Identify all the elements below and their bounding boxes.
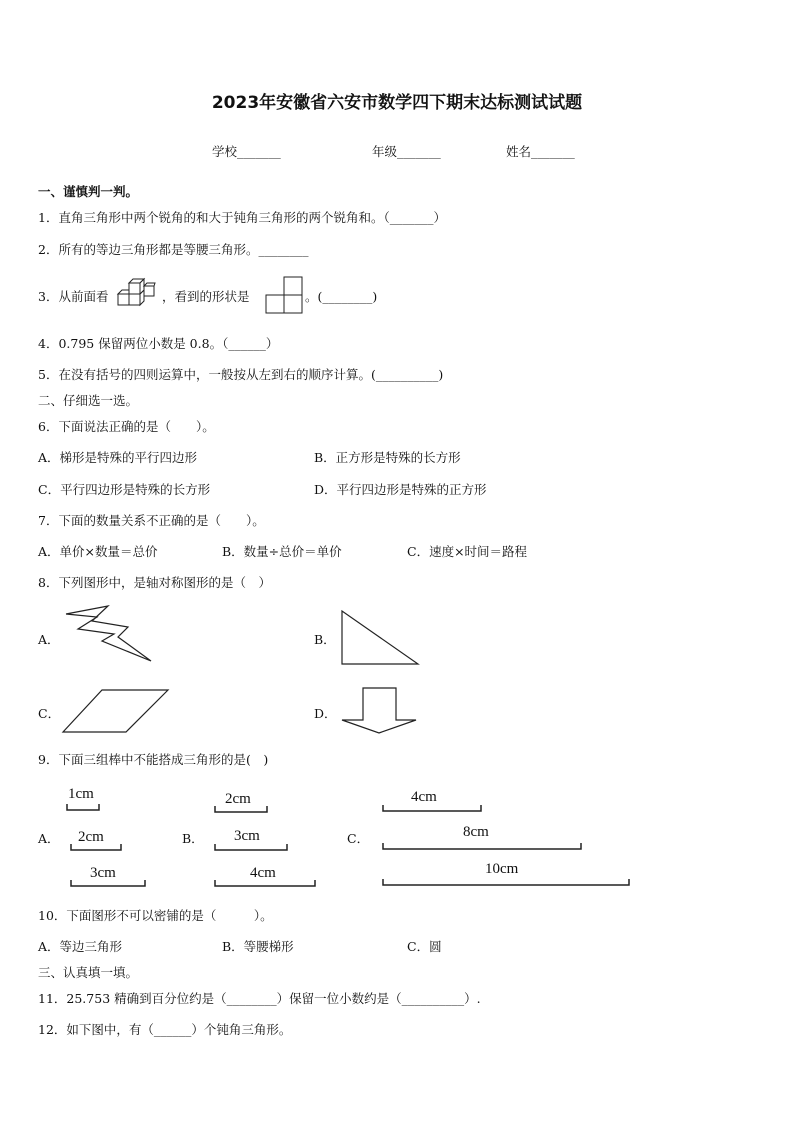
question-1: 1．直角三角形中两个锐角的和大于钝角三角形的两个锐角和。（_______）	[38, 210, 446, 225]
page-title: 2023年安徽省六安市数学四下期末达标测试试题	[211, 93, 583, 113]
right-triangle-figure[interactable]	[338, 608, 422, 668]
q10-option-c[interactable]: C．圆	[407, 939, 442, 954]
stick-b3-label: 4cm	[250, 865, 276, 881]
q10-option-b[interactable]: B．等腰梯形	[222, 939, 294, 954]
down-arrow-figure[interactable]	[338, 686, 420, 736]
stick-a1-label: 1cm	[68, 786, 94, 802]
stick-c3-label: 10cm	[485, 861, 519, 877]
q7-option-c[interactable]: C．速度×时间＝路程	[407, 544, 528, 559]
stick-b3	[214, 880, 316, 888]
question-4: 4．0.795 保留两位小数是 0.8。（______）	[38, 336, 279, 351]
q10-option-a[interactable]: A．等边三角形	[38, 939, 123, 954]
stick-b1	[214, 806, 268, 814]
question-3-part1: 3．从前面看	[38, 289, 109, 304]
q9-option-c-label[interactable]: C．	[347, 831, 370, 846]
question-6: 6．下面说法正确的是（ ）。	[38, 419, 215, 434]
stick-a1	[66, 804, 100, 812]
question-7: 7．下面的数量关系不正确的是（ ）。	[38, 513, 265, 528]
question-2: 2．所有的等边三角形都是等腰三角形。________	[38, 242, 309, 257]
question-12: 12．如下图中，有（______）个钝角三角形。	[38, 1022, 292, 1037]
q6-option-b[interactable]: B．正方形是特殊的长方形	[314, 450, 461, 465]
question-5: 5．在没有括号的四则运算中，一般按从左到右的顺序计算。(__________)	[38, 367, 444, 382]
stick-a3	[70, 880, 146, 888]
question-8: 8．下列图形中，是轴对称图形的是（ ）	[38, 575, 271, 590]
question-11: 11．25.753 精确到百分位约是（________）保留一位小数约是（__________）.	[38, 991, 481, 1006]
lightning-bolt-figure[interactable]	[62, 605, 157, 663]
stick-c3	[382, 879, 630, 887]
question-3-part3: 。(________)	[305, 289, 378, 304]
q7-option-a[interactable]: A．单价×数量＝总价	[38, 544, 158, 559]
stick-c2	[382, 843, 582, 851]
q6-option-c[interactable]: C．平行四边形是特殊的长方形	[38, 482, 211, 497]
q6-option-d[interactable]: D．平行四边形是特殊的正方形	[314, 482, 487, 497]
stick-b2	[214, 844, 288, 852]
stick-b1-label: 2cm	[225, 791, 251, 807]
stick-c1-label: 4cm	[411, 789, 437, 805]
stick-a3-label: 3cm	[90, 865, 116, 881]
q8-option-c-label[interactable]: C．	[38, 706, 61, 721]
stick-c1	[382, 805, 482, 813]
grade-field[interactable]: 年级_______	[372, 144, 441, 159]
section-heading-1: 一、谨慎判一判。	[38, 184, 139, 199]
q6-option-a[interactable]: A．梯形是特殊的平行四边形	[38, 450, 198, 465]
stick-a2	[70, 844, 122, 852]
section-heading-3: 三、认真填一填。	[38, 965, 139, 980]
section-heading-2: 二、仔细选一选。	[38, 393, 139, 408]
stick-b2-label: 3cm	[234, 828, 260, 844]
front-view-figure	[265, 276, 305, 314]
q9-option-b-label[interactable]: B．	[182, 831, 204, 846]
q7-option-b[interactable]: B．数量÷总价＝单价	[222, 544, 342, 559]
q8-option-d-label[interactable]: D．	[314, 706, 337, 721]
name-field[interactable]: 姓名_______	[506, 144, 575, 159]
cube-stack-figure	[116, 272, 156, 308]
question-10: 10．下面图形不可以密铺的是（ ）。	[38, 908, 273, 923]
question-9: 9．下面三组棒中不能搭成三角形的是( )	[38, 752, 269, 767]
q8-option-a-label[interactable]: A．	[38, 632, 60, 647]
stick-a2-label: 2cm	[78, 829, 104, 845]
question-3-part2: ，看到的形状是	[162, 289, 250, 304]
stick-c2-label: 8cm	[463, 824, 489, 840]
q8-option-b-label[interactable]: B．	[314, 632, 336, 647]
q9-option-a-label[interactable]: A．	[38, 831, 60, 846]
parallelogram-figure[interactable]	[60, 687, 172, 735]
school-field[interactable]: 学校_______	[212, 144, 281, 159]
